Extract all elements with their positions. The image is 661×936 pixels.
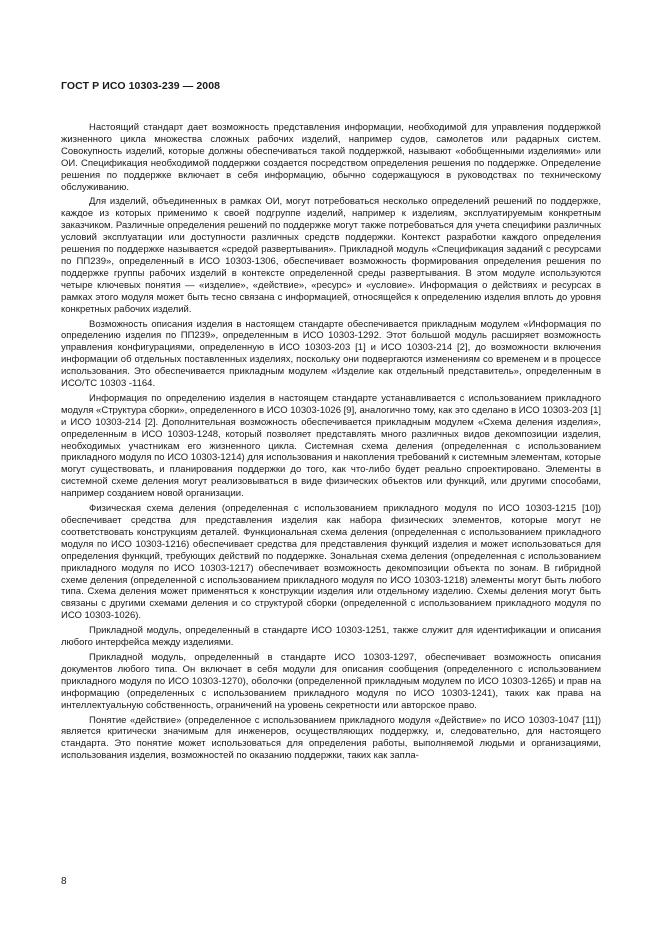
paragraph: Прикладной модуль, определенный в стандарте ИСО 10303-1251, также служит для идентификации и описания любого интерфейса между изделиями. xyxy=(61,625,601,649)
document-header: ГОСТ Р ИСО 10303-239 — 2008 xyxy=(61,80,221,92)
paragraph: Физическая схема деления (определенная с использованием прикладного модуля по ИСО 10303-1215 [10]) обеспечивает средства для представления изделия как набора физических элементов, которые могут не соответствовать конструкциям деталей. Функциональная схема деления (определенная с использованием прикладного модуля по ИСО 10303-1216) обеспечивает средства для представления функций изделия и может использоваться для определения функций, требующих действий по поддержке. Зональная схема деления (определенная с использованием прикладного модуля по ИСО 10303-1217) обеспечивает возможность декомпозиции объекта по зонам. В гибридной схеме деления (определенной с использованием прикладного модуля по ИСО 10303-1218) элементы могут быть любого типа. Схема деления может применяться к конструкции изделия или отдельному изделию. Схемы деления могут быть связаны с другими схемами деления и со структурой сборки (определенной с использованием прикладного модуля по ИСО 10303-1026). xyxy=(61,503,601,622)
page-number: 8 xyxy=(61,876,67,887)
paragraph: Информация по определению изделия в настоящем стандарте устанавливается с использованием прикладного модуля «Структура сборки», определенного в ИСО 10303-1026 [9], аналогично тому, как это сделано в ИСО 10303-203 [1] и ИСО 10303-214 [2]. Дополнительная возможность обеспечивается прикладным модулем «Схема деления изделия», определенным в ИСО 10303-1248, который позволяет представлять много различных видов декомпозиции изделия, необходимых участникам его жизненного цикла. Системная схема деления (определенная с использованием прикладного модуля по ИСО 10303-1214) для использования и накопления требований к системным элементам, которые могут существовать, и планирования поддержки до того, как что-либо будет реально спроектировано. Элементы в системной схеме деления могут реализовываться в виде физических объектов или функций, или другими способами, например созданием новой организации. xyxy=(61,392,601,500)
paragraph: Настоящий стандарт дает возможность представления информации, необходимой для управления поддержкой жизненного цикла множества сложных рабочих изделий, например судов, самолетов или радарных систем. Совокупность изделий, которые должны обеспечиваться такой поддержкой, называют «обобщенными изделиями» или ОИ. Спецификация необходимой поддержки создается посредством определения решения по поддержке. Определение решения по поддержке включает в себя информацию, обычно содержащуюся в руководствах по техническому обслуживанию. xyxy=(61,122,601,193)
paragraph: Для изделий, объединенных в рамках ОИ, могут потребоваться несколько определений решений по поддержке, каждое из которых применимо к своей подгруппе изделий, например к изделиям, эксплуатируемым конкретным заказчиком. Различные определения решений по поддержке могут также потребоваться для учета специфики различных условий эксплуатации или доступности различных средств поддержки. Контекст разработки каждого определения решения по поддержке называется «средой развертывания». Прикладной модуль «Спецификация заданий с ресурсами по ПП239», определенный в ИСО 10303-1306, обеспечивает возможность формирования определения решения по поддержке группы рабочих изделий в контексте определенной среды развертывания. В этом модуле используются четыре ключевых понятия — «изделие», «действие», «ресурс» и «условие». Информация о действиях и ресурсах в рамках этого модуля может быть тесно связана с информацией, относящейся к определению изделия вплоть до уровня конкретных рабочих изделий. xyxy=(61,196,601,315)
paragraph: Понятие «действие» (определенное с использованием прикладного модуля «Действие» по ИСО 10303-1047 [11]) является критически значимым для инженеров, осуществляющих поддержку, и, следовательно, для настоящего стандарта. Это понятие может использоваться для определения работы, выполняемой людьми и организациями, использования изделия, возможностей по оказанию поддержки, таких как запла- xyxy=(61,714,601,762)
paragraph: Возможность описания изделия в настоящем стандарте обеспечивается прикладным модулем «Информация по определению изделия по ПП239», определенным в ИСО 10303-1292. Этот большой модуль расширяет возможность управления конфигурациями, определенную в ИСО 10303-203 [1] и ИСО 10303-214 [2], до возможности включения информации об отдельных поставленных изделиях, поскольку они подвергаются изменениям со временем и в процессе использования. Это обеспечивается прикладным модулем «Изделие как отдельный представитель», определенным в ИСО/ТС 10303 -1164. xyxy=(61,318,601,390)
document-body xyxy=(61,122,601,765)
paragraph: Прикладной модуль, определенный в стандарте ИСО 10303-1297, обеспечивает возможность описания документов любого типа. Он включает в себя модули для описания сообщения (определенного с использованием прикладного модуля по ИСО 10303-1270), оболочки (определенной прикладным модулем по ИСО 10303-1265) и прав на информацию (определенных с использованием прикладного модуля по ИСО 10303-1241), таких как права на интеллектуальную собственность, ограничений на уровень секретности или авторское право. xyxy=(61,651,601,711)
